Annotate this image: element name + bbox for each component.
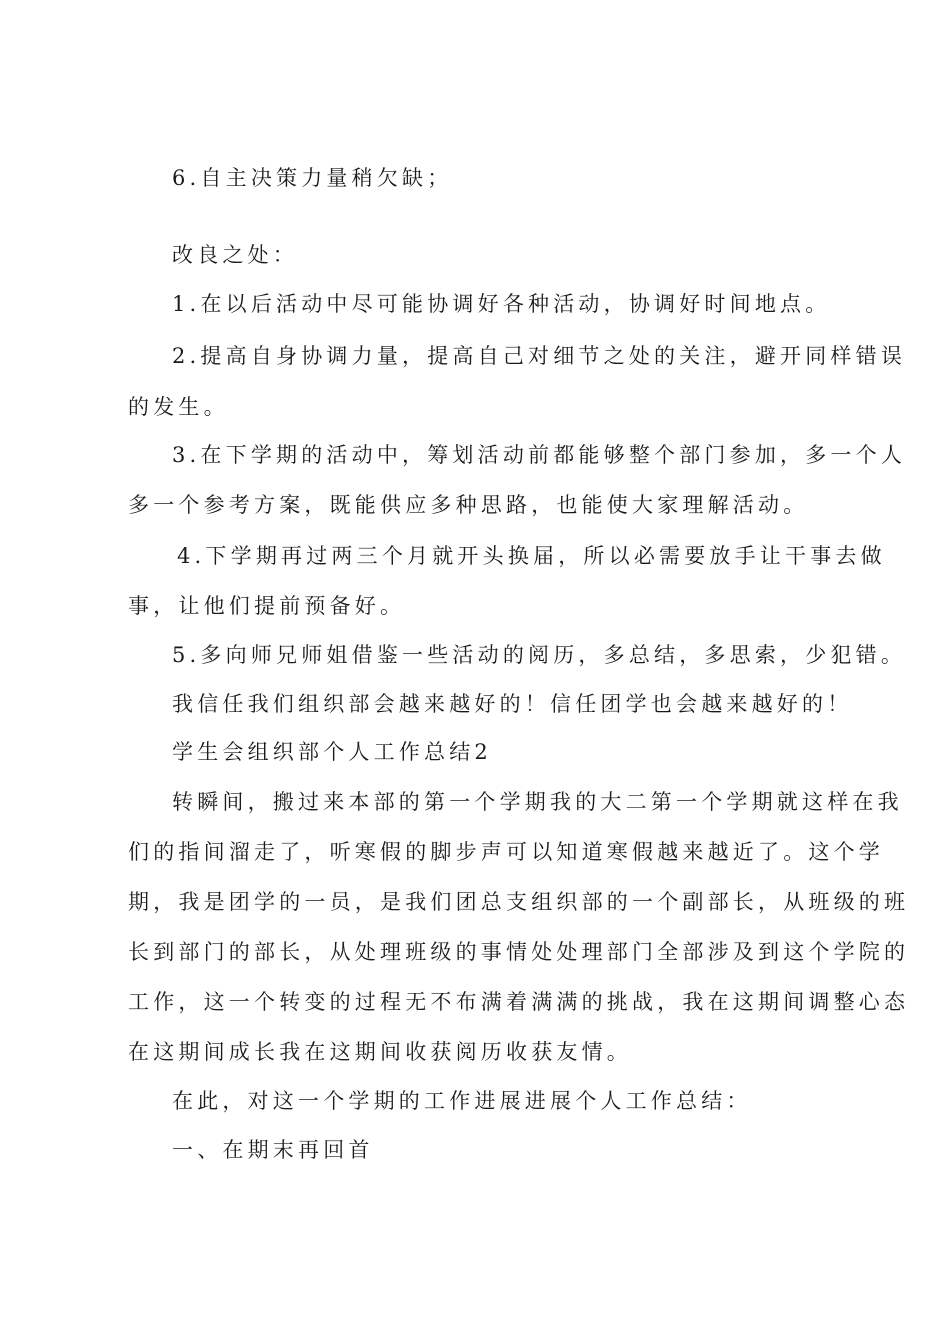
paragraph-line: 转瞬间，搬过来本部的第一个学期我的大二第一个学期就这样在我 <box>172 790 903 814</box>
closing-statement: 我信任我们组织部会越来越好的！信任团学也会越来越好的！ <box>172 692 853 716</box>
list-item-1: 1.在以后活动中尽可能协调好各种活动，协调好时间地点。 <box>172 292 831 316</box>
paragraph-line: 期，我是团学的一员，是我们团总支组织部的一个副部长，从班级的班 <box>128 890 910 914</box>
list-item-2-continued: 的发生。 <box>128 395 229 419</box>
paragraph-line: 工作，这一个转变的过程无不布满着满满的挑战，我在这期间调整心态 <box>128 990 910 1014</box>
section-heading-one: 一、在期末再回首 <box>172 1138 374 1162</box>
document-title-2: 学生会组织部个人工作总结2 <box>172 740 492 764</box>
list-item-5: 5.多向师兄师姐借鉴一些活动的阅历，多总结，多思索，少犯错。 <box>172 643 907 667</box>
list-item-3: 3.在下学期的活动中，筹划活动前都能够整个部门参加，多一个人 <box>172 443 907 467</box>
list-item-3-continued: 多一个参考方案，既能供应多种思路，也能使大家理解活动。 <box>128 493 809 517</box>
list-item-6: 6.自主决策力量稍欠缺； <box>172 166 453 190</box>
list-item-4: 4.下学期再过两三个月就开头换届，所以必需要放手让干事去做 <box>177 544 886 568</box>
paragraph-line: 们的指间溜走了，听寒假的脚步声可以知道寒假越来越近了。这个学 <box>128 840 884 864</box>
list-item-4-continued: 事，让他们提前预备好。 <box>128 594 406 618</box>
paragraph-line: 在这期间成长我在这期间收获阅历收获友情。 <box>128 1040 632 1064</box>
list-item-2: 2.提高自身协调力量，提高自己对细节之处的关注，避开同样错误 <box>172 344 907 368</box>
section-heading-improvements: 改良之处： <box>172 243 298 267</box>
paragraph-line: 长到部门的部长，从处理班级的事情处处理部门全部涉及到这个学院的 <box>128 940 910 964</box>
summary-intro: 在此，对这一个学期的工作进展进展个人工作总结： <box>172 1089 752 1113</box>
